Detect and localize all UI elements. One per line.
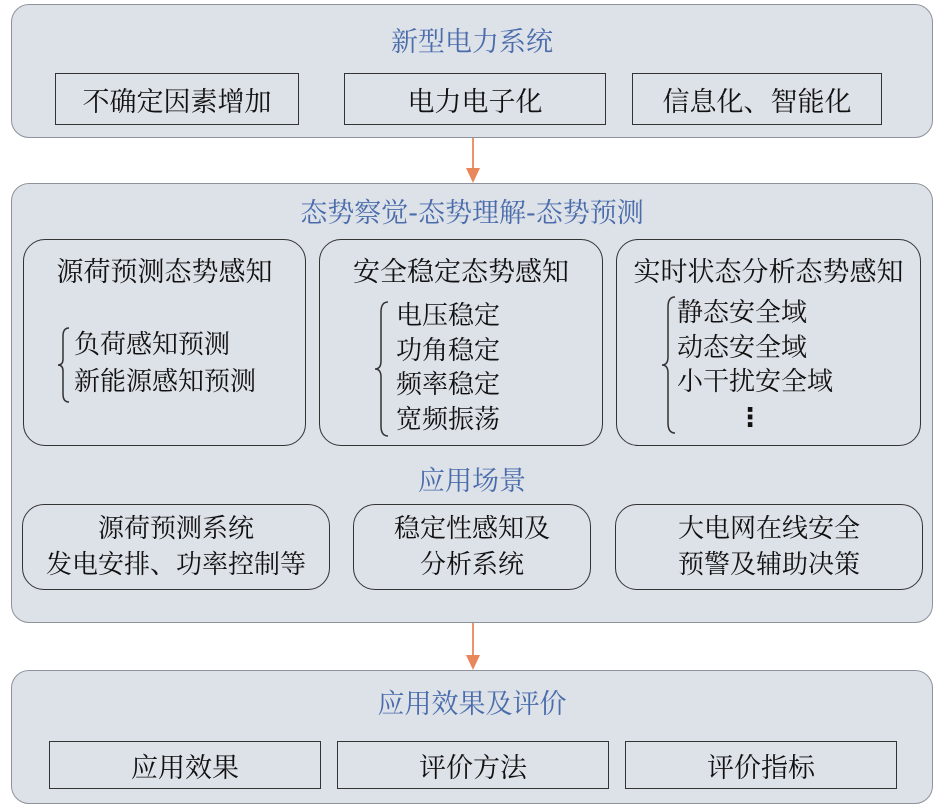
bottom-box-evaluation-method: 评价方法 bbox=[337, 741, 609, 789]
group-realtime-state-title: 实时状态分析态势感知 bbox=[633, 257, 904, 288]
ellipsis-more-items: ⋮ bbox=[737, 403, 763, 433]
bottom-panel bbox=[11, 670, 933, 804]
top-panel-title: 新型电力系统 bbox=[391, 27, 553, 58]
item-load-forecast: 负荷感知预测 bbox=[74, 330, 231, 360]
scene-stability-line1: 稳定性感知及 bbox=[393, 514, 550, 544]
scene-source-load-line1: 源荷预测系统 bbox=[97, 514, 254, 544]
scene-grid-line2: 预警及辅助决策 bbox=[677, 550, 860, 580]
arrow-down-2 bbox=[463, 623, 483, 671]
arrow-down-1 bbox=[463, 138, 483, 184]
group-source-load-title: 源荷预测态势感知 bbox=[56, 257, 273, 288]
middle-panel bbox=[11, 183, 933, 623]
group-source-load-brace bbox=[57, 326, 71, 404]
group-stability-title: 安全稳定态势感知 bbox=[353, 257, 569, 288]
scene-stability-system bbox=[353, 504, 591, 590]
group-realtime-state bbox=[616, 239, 921, 446]
scene-source-load-line2: 发电安排、功率控制等 bbox=[45, 550, 306, 580]
top-box-informatization: 信息化、智能化 bbox=[632, 73, 882, 125]
group-realtime-state-brace bbox=[661, 295, 677, 435]
scene-stability-line2: 分析系统 bbox=[419, 550, 524, 580]
group-stability-brace bbox=[374, 300, 390, 438]
item-voltage-stability: 电压稳定 bbox=[396, 301, 501, 331]
item-dynamic-security-region: 动态安全域 bbox=[677, 333, 808, 363]
bottom-box-application-effect: 应用效果 bbox=[49, 741, 321, 789]
scenes-title: 应用场景 bbox=[418, 466, 526, 497]
scene-source-load-system bbox=[22, 504, 330, 590]
item-renewable-forecast: 新能源感知预测 bbox=[74, 367, 257, 397]
scene-grid-line1: 大电网在线安全 bbox=[677, 514, 860, 544]
scene-grid-security-warning bbox=[615, 504, 923, 590]
top-box-uncertainty: 不确定因素增加 bbox=[55, 73, 299, 125]
item-angle-stability: 功角稳定 bbox=[396, 336, 501, 366]
bottom-box-evaluation-index: 评价指标 bbox=[625, 741, 897, 789]
group-stability bbox=[319, 239, 603, 446]
item-static-security-region: 静态安全域 bbox=[677, 298, 808, 328]
item-frequency-stability: 频率稳定 bbox=[396, 370, 501, 400]
group-source-load bbox=[23, 239, 306, 446]
item-small-signal-security-region: 小干扰安全域 bbox=[677, 367, 834, 397]
top-panel bbox=[11, 4, 933, 138]
item-wideband-oscillation: 宽频振荡 bbox=[396, 405, 501, 435]
top-box-power-electronics: 电力电子化 bbox=[344, 73, 606, 125]
middle-panel-title: 态势察觉-态势理解-态势预测 bbox=[300, 198, 644, 229]
bottom-panel-title: 应用效果及评价 bbox=[377, 689, 567, 720]
